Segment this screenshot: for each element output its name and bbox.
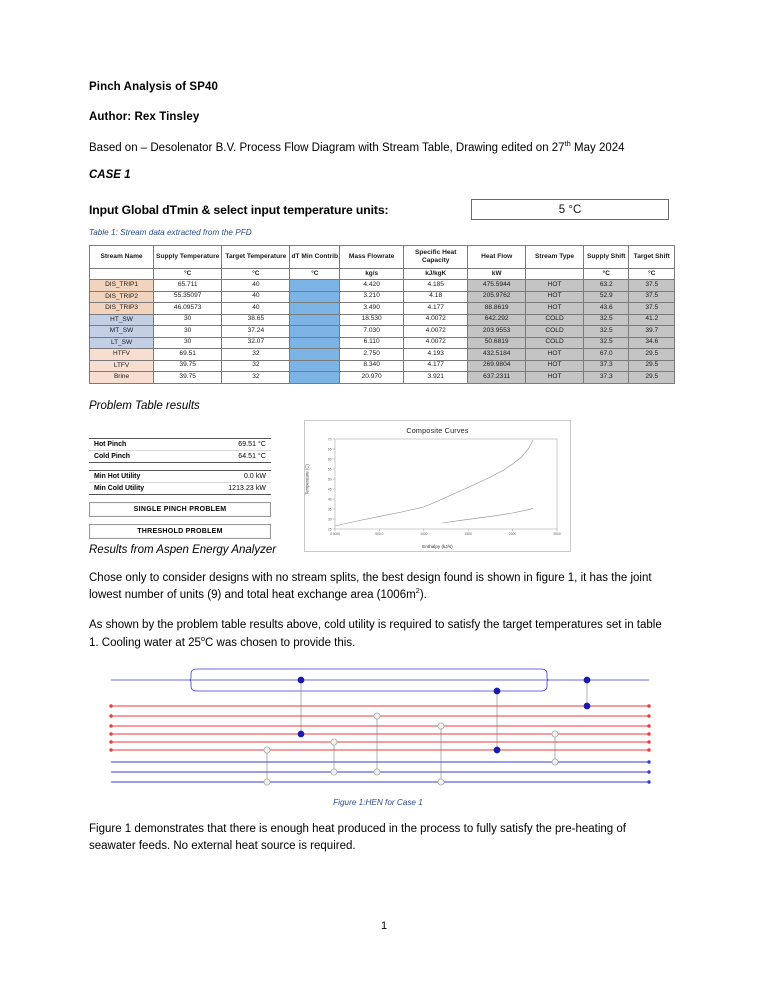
- hen-exchanger-node: [298, 731, 304, 737]
- cell-dtmin-contrib[interactable]: [290, 280, 340, 292]
- hen-exchanger-node: [438, 779, 444, 785]
- dtmin-label: Input Global dTmin & select input temperature units:: [89, 202, 389, 217]
- hen-stream-end-marker: [647, 732, 650, 735]
- cell-target-temperature: 40: [222, 303, 290, 315]
- cell-target-shift: 39.7: [629, 326, 675, 338]
- utility-row: [89, 471, 271, 483]
- ordinal-suffix: th: [564, 139, 571, 149]
- stream-table-body: [90, 280, 675, 384]
- single-pinch-problem-button[interactable]: SINGLE PINCH PROBLEM: [89, 502, 271, 517]
- utility-value: 1213.23 kW: [228, 484, 266, 492]
- page-title: Pinch Analysis of SP40: [89, 81, 218, 93]
- chart-x-tick-label: 500.0: [375, 531, 384, 536]
- cell-heat-flow: 637.2311: [468, 372, 526, 384]
- chart-series-1: [442, 508, 533, 523]
- cell-stream-type: COLD: [526, 337, 584, 349]
- column-unit-0: [90, 269, 154, 280]
- based-on-line: [89, 139, 667, 156]
- cell-mass-flowrate: 6.110: [340, 337, 404, 349]
- cell-heat-flow: 205.9762: [468, 291, 526, 303]
- cell-target-shift: 37.5: [629, 280, 675, 292]
- results-source-caption: Results from Aspen Energy Analyzer: [89, 543, 277, 556]
- cell-supply-temperature: 30: [154, 337, 222, 349]
- table-row: [90, 303, 675, 315]
- column-header-6: Heat Flow: [468, 246, 526, 269]
- chart-y-tick-label: 50: [327, 476, 332, 481]
- hen-stream-start-marker: [109, 748, 112, 751]
- cell-supply-temperature: 46.09573: [154, 303, 222, 315]
- chart-y-tick-label: 45: [327, 486, 332, 491]
- cell-dtmin-contrib[interactable]: [290, 360, 340, 372]
- cell-specific-heat-capacity: 4.193: [404, 349, 468, 361]
- cell-supply-temperature: 65.711: [154, 280, 222, 292]
- pinch-temperature-value: 69.51 °C: [238, 440, 266, 448]
- cell-mass-flowrate: 8.340: [340, 360, 404, 372]
- hen-stream-end-marker: [647, 770, 650, 773]
- cell-specific-heat-capacity: 4.177: [404, 303, 468, 315]
- cell-dtmin-contrib[interactable]: [290, 349, 340, 361]
- column-header-5: Specific Heat Capacity: [404, 246, 468, 269]
- chart-y-tick-label: 70: [327, 436, 332, 441]
- chart-y-tick-label: 40: [327, 496, 332, 501]
- cell-mass-flowrate: 7.030: [340, 326, 404, 338]
- column-header-2: Target Temperature: [222, 246, 290, 269]
- utility-value: 0.0 kW: [243, 472, 266, 480]
- column-header-9: Target Shift: [629, 246, 675, 269]
- cell-target-shift: 29.5: [629, 360, 675, 372]
- stream-table-container: [89, 245, 675, 384]
- hen-exchanger-node: [584, 677, 590, 683]
- cell-heat-flow: 203.9553: [468, 326, 526, 338]
- cell-target-temperature: 40: [222, 291, 290, 303]
- table-row: [90, 372, 675, 384]
- cell-supply-shift: 37.3: [584, 372, 629, 384]
- cell-supply-temperature: 39.75: [154, 360, 222, 372]
- cell-specific-heat-capacity: 4.18: [404, 291, 468, 303]
- cell-target-shift: 29.5: [629, 372, 675, 384]
- pinch-temperature-row: [89, 439, 271, 451]
- hen-exchanger-node: [331, 739, 337, 745]
- author-line: Author: Rex Tinsley: [89, 110, 200, 123]
- pinch-temperature-row: [89, 451, 271, 462]
- hen-stream-end-marker: [647, 714, 650, 717]
- hen-stream-start-marker: [109, 724, 112, 727]
- figure1-caption: Figure 1:HEN for Case 1: [333, 798, 423, 808]
- cell-heat-flow: 475.5944: [468, 280, 526, 292]
- utility-row: [89, 483, 271, 494]
- column-unit-3: °C: [290, 269, 340, 280]
- cell-target-shift: 29.5: [629, 349, 675, 361]
- cell-specific-heat-capacity: 4.177: [404, 360, 468, 372]
- cell-dtmin-contrib[interactable]: [290, 291, 340, 303]
- p2-pre: As shown by the problem table results above, cold utility is required to satisfy the target temperatures set in table 1. Cooling water at 25: [89, 618, 662, 649]
- hen-exchanger-node: [331, 769, 337, 775]
- table-row: [90, 360, 675, 372]
- cell-target-shift: 41.2: [629, 314, 675, 326]
- hen-stream-end-marker: [647, 704, 650, 707]
- cell-mass-flowrate: 4.420: [340, 280, 404, 292]
- p2-superscript: o: [200, 633, 206, 643]
- cell-stream-type: HOT: [526, 372, 584, 384]
- cell-stream-type: HOT: [526, 349, 584, 361]
- p1-post: ).: [419, 589, 427, 602]
- pinch-temperatures-block: [89, 438, 271, 463]
- cell-stream-name: HT_SW: [90, 314, 154, 326]
- table-row: [90, 326, 675, 338]
- chart-series-0: [335, 440, 533, 526]
- column-unit-5: kJ/kgK: [404, 269, 468, 280]
- utility-block: [89, 470, 271, 495]
- cell-target-temperature: 32: [222, 372, 290, 384]
- pinch-temperature-value: 64.51 °C: [238, 452, 266, 460]
- dtmin-input-row: [89, 199, 669, 220]
- table-row: [90, 314, 675, 326]
- chart-x-axis-label: Enthalpy (kJ/s): [422, 543, 453, 549]
- hen-stream-end-marker: [647, 740, 650, 743]
- column-unit-9: °C: [629, 269, 675, 280]
- based-on-pre: Based on – Desolenator B.V. Process Flow Diagram with Stream Table, Drawing edited on 27: [89, 141, 565, 154]
- table-row: [90, 291, 675, 303]
- column-header-8: Supply Shift: [584, 246, 629, 269]
- cell-specific-heat-capacity: 3.921: [404, 372, 468, 384]
- hen-exchanger-node: [552, 759, 558, 765]
- column-unit-4: kg/s: [340, 269, 404, 280]
- cell-supply-shift: 32.5: [584, 326, 629, 338]
- cell-supply-shift: 32.5: [584, 314, 629, 326]
- cell-supply-shift: 63.2: [584, 280, 629, 292]
- hen-exchanger-node: [552, 731, 558, 737]
- hen-exchanger-node: [264, 747, 270, 753]
- column-header-7: Stream Type: [526, 246, 584, 269]
- page-number: 1: [380, 920, 388, 932]
- cell-supply-shift: 67.0: [584, 349, 629, 361]
- table1-caption: Table 1: Stream data extracted from the PFD: [89, 228, 252, 238]
- table-row: [90, 337, 675, 349]
- cell-specific-heat-capacity: 4.0072: [404, 337, 468, 349]
- hen-diagram-figure: [89, 664, 667, 792]
- column-header-0: Stream Name: [90, 246, 154, 269]
- hen-stream-start-marker: [109, 714, 112, 717]
- cell-heat-flow: 269.9804: [468, 360, 526, 372]
- cell-stream-type: COLD: [526, 326, 584, 338]
- chart-y-tick-label: 60: [327, 456, 332, 461]
- cell-supply-shift: 52.9: [584, 291, 629, 303]
- p1-superscript: 2: [415, 586, 420, 596]
- table-row: [90, 280, 675, 292]
- composite-curves-chart: [304, 420, 571, 552]
- paragraph-design-choice: [89, 570, 667, 604]
- cell-dtmin-contrib[interactable]: [290, 337, 340, 349]
- cell-heat-flow: 432.5184: [468, 349, 526, 361]
- cell-mass-flowrate: 18.530: [340, 314, 404, 326]
- cell-supply-shift: 32.5: [584, 337, 629, 349]
- cell-stream-name: Brine: [90, 372, 154, 384]
- chart-x-tick-label: 1500: [464, 531, 472, 536]
- results-row: [89, 420, 667, 549]
- cell-specific-heat-capacity: 4.0072: [404, 326, 468, 338]
- cell-target-shift: 37.5: [629, 303, 675, 315]
- document-content: [89, 80, 670, 867]
- stream-table-head: [90, 246, 675, 280]
- hen-stream-end-marker: [647, 724, 650, 727]
- cell-dtmin-contrib[interactable]: [290, 326, 340, 338]
- chart-y-tick-label: 30: [327, 516, 332, 521]
- chart-x-tick-label: 0.0000: [329, 531, 341, 536]
- cell-target-shift: 34.6: [629, 337, 675, 349]
- cell-supply-temperature: 69.51: [154, 349, 222, 361]
- cell-stream-name: DIS_TRIP3: [90, 303, 154, 315]
- column-unit-1: °C: [154, 269, 222, 280]
- column-header-3: dT Min Contrib: [290, 246, 340, 269]
- hen-exchanger-node: [584, 703, 590, 709]
- paragraph-conclusion: Figure 1 demonstrates that there is enough heat produced in the process to fully satisfy the pre-heating of seawater feeds. No external heat source is required.: [89, 823, 626, 852]
- cell-target-temperature: 40: [222, 280, 290, 292]
- cell-mass-flowrate: 2.750: [340, 349, 404, 361]
- cell-target-temperature: 37.24: [222, 326, 290, 338]
- cell-stream-name: LT_SW: [90, 337, 154, 349]
- cell-supply-shift: 37.3: [584, 360, 629, 372]
- cell-supply-temperature: 30: [154, 314, 222, 326]
- cell-supply-temperature: 30: [154, 326, 222, 338]
- hen-exchanger-node: [438, 723, 444, 729]
- hen-stream-start-marker: [109, 740, 112, 743]
- chart-x-tick-label: 2500: [553, 531, 561, 536]
- chart-x-tick-label: 2000: [508, 531, 517, 536]
- cell-stream-name: MT_SW: [90, 326, 154, 338]
- cell-supply-temperature: 55.35097: [154, 291, 222, 303]
- hen-diagram-svg: [89, 664, 667, 792]
- cell-mass-flowrate: 3.210: [340, 291, 404, 303]
- column-unit-8: °C: [584, 269, 629, 280]
- cell-supply-shift: 43.6: [584, 303, 629, 315]
- hen-stream-end-marker: [647, 760, 650, 763]
- cell-target-temperature: 32.07: [222, 337, 290, 349]
- table-row: [90, 349, 675, 361]
- hen-exchanger-node: [264, 779, 270, 785]
- stream-data-table: [89, 245, 675, 384]
- cell-target-temperature: 32: [222, 349, 290, 361]
- cell-dtmin-contrib[interactable]: [290, 314, 340, 326]
- cell-stream-type: HOT: [526, 303, 584, 315]
- table-header-row: [90, 246, 675, 269]
- chart-plot-frame: [335, 439, 557, 529]
- hen-stream-start-marker: [109, 704, 112, 707]
- paragraph-cold-utility: [89, 617, 667, 651]
- dtmin-value-input[interactable]: 5 °C: [471, 199, 669, 220]
- pinch-temperature-label: Hot Pinch: [94, 440, 127, 448]
- column-unit-2: °C: [222, 269, 290, 280]
- cell-stream-name: LTFV: [90, 360, 154, 372]
- cell-stream-type: HOT: [526, 291, 584, 303]
- chart-plot-svg: [305, 421, 570, 551]
- cell-stream-name: HTFV: [90, 349, 154, 361]
- cell-stream-type: HOT: [526, 360, 584, 372]
- hen-exchanger-node: [494, 688, 500, 694]
- hen-stream-end-marker: [647, 780, 650, 783]
- cell-mass-flowrate: 3.490: [340, 303, 404, 315]
- cell-target-temperature: 32: [222, 360, 290, 372]
- problem-table-heading: Problem Table results: [89, 399, 200, 412]
- hen-stream-start-marker: [109, 732, 112, 735]
- hen-exchanger-node: [494, 747, 500, 753]
- threshold-problem-button[interactable]: THRESHOLD PROBLEM: [89, 524, 271, 539]
- chart-x-tick-label: 1000: [420, 531, 428, 536]
- pinch-results-panel: [89, 438, 271, 546]
- case-label: CASE 1: [89, 169, 131, 182]
- p2-post: C was chosen to provide this.: [205, 636, 356, 649]
- column-header-4: Mass Flowrate: [340, 246, 404, 269]
- chart-y-axis-label: Temperature (C): [304, 463, 310, 495]
- cell-stream-name: DIS_TRIP2: [90, 291, 154, 303]
- based-on-post: May 2024: [570, 141, 625, 154]
- cell-target-shift: 37.5: [629, 291, 675, 303]
- chart-y-tick-label: 55: [327, 466, 332, 471]
- cell-heat-flow: 50.6819: [468, 337, 526, 349]
- hen-stream-end-marker: [647, 748, 650, 751]
- chart-y-tick-label: 65: [327, 446, 332, 451]
- pinch-temperature-label: Cold Pinch: [94, 452, 130, 460]
- column-unit-6: kW: [468, 269, 526, 280]
- cell-stream-name: DIS_TRIP1: [90, 280, 154, 292]
- column-header-1: Supply Temperature: [154, 246, 222, 269]
- cell-supply-temperature: 39.75: [154, 372, 222, 384]
- table-units-row: [90, 269, 675, 280]
- column-unit-7: [526, 269, 584, 280]
- hen-exchanger-node: [298, 677, 304, 683]
- cell-target-temperature: 38.65: [222, 314, 290, 326]
- cell-specific-heat-capacity: 4.0072: [404, 314, 468, 326]
- chart-title: Composite Curves: [406, 425, 469, 435]
- cell-heat-flow: 88.8619: [468, 303, 526, 315]
- utility-label: Min Hot Utility: [94, 472, 141, 480]
- hen-exchanger-node: [374, 769, 380, 775]
- hen-exchanger-node: [374, 713, 380, 719]
- cell-dtmin-contrib[interactable]: [290, 303, 340, 315]
- cell-mass-flowrate: 20.970: [340, 372, 404, 384]
- cell-dtmin-contrib[interactable]: [290, 372, 340, 384]
- chart-y-tick-label: 25: [327, 526, 332, 531]
- cell-heat-flow: 642.292: [468, 314, 526, 326]
- cell-stream-type: HOT: [526, 280, 584, 292]
- cell-stream-type: COLD: [526, 314, 584, 326]
- cell-specific-heat-capacity: 4.185: [404, 280, 468, 292]
- utility-label: Min Cold Utility: [94, 484, 145, 492]
- chart-y-tick-label: 35: [327, 506, 332, 511]
- p1-pre: Chose only to consider designs with no stream splits, the best design found is shown in figure 1, it has the joint lowest number of units (9) and total heat exchange area (1006m: [89, 571, 652, 602]
